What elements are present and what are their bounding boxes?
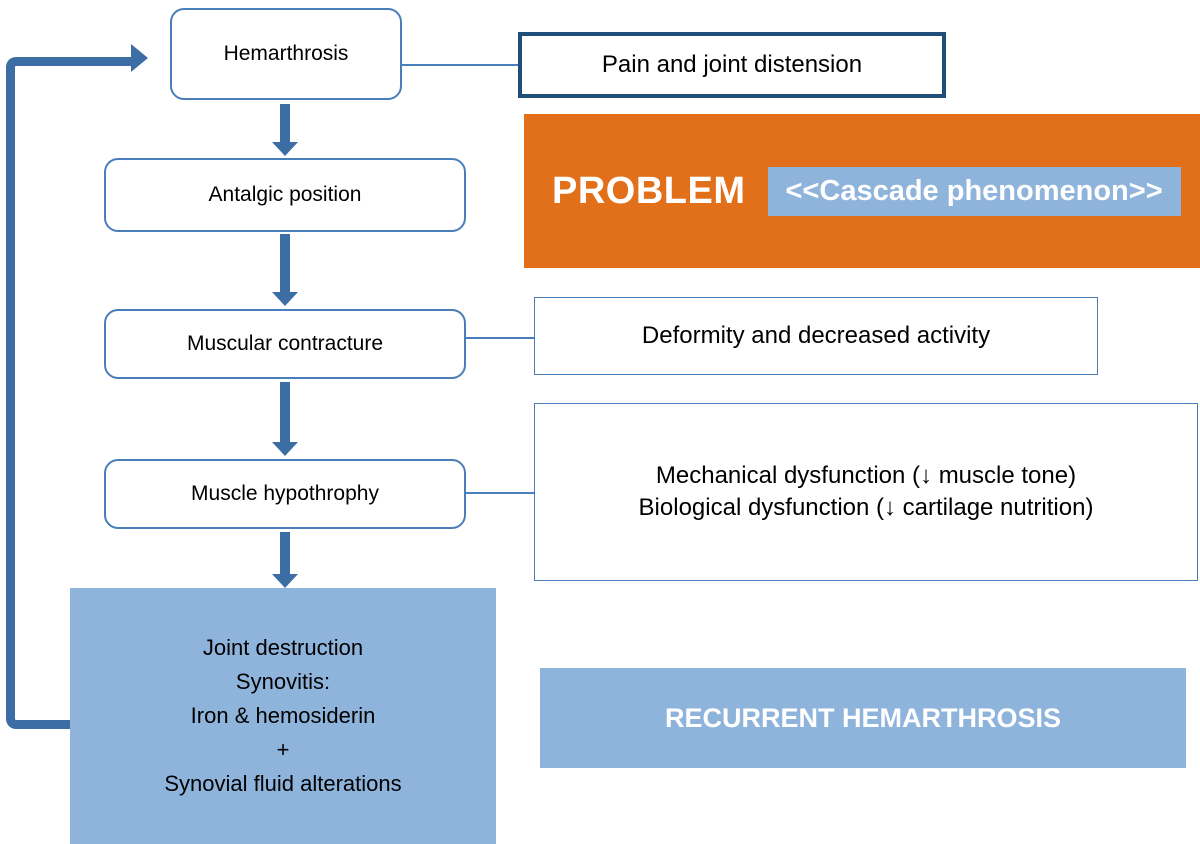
flow-box-muscle-hypothrophy-label: Muscle hypothrophy [191,482,379,506]
side-box-deformity[interactable] [534,297,1098,375]
destruction-line-3: Iron & hemosiderin [190,702,376,728]
problem-banner [524,114,1200,268]
arrow-antalgic-to-contracture [272,234,298,306]
flow-box-antalgic-position[interactable] [104,158,466,232]
flow-box-muscular-contracture-label: Muscular contracture [186,332,384,356]
connector-contracture-to-deformity [466,337,534,339]
joint-destruction-panel [70,588,496,844]
flow-box-hemarthrosis[interactable] [170,8,402,100]
side-box-dysfunction-line-2: Biological dysfunction (↓ cartilage nutrition) [638,494,1094,521]
side-box-pain-label: Pain and joint distension [601,50,863,78]
cascade-phenomenon-chip: <<Cascade phenomenon>> [768,167,1181,216]
flow-box-muscular-contracture[interactable] [104,309,466,379]
destruction-line-2: Synovitis: [235,668,331,694]
feedback-loop-arrowhead [131,44,148,72]
side-box-pain-and-joint-distension[interactable] [518,32,946,98]
destruction-line-1: Joint destruction [202,634,364,660]
side-box-deformity-label: Deformity and decreased activity [641,321,991,349]
destruction-line-5: Synovial fluid alterations [164,771,402,797]
destruction-line-4: + [276,737,290,763]
connector-hemarthrosis-to-pain [402,64,520,66]
arrow-hemarthrosis-to-antalgic [272,104,298,156]
problem-banner-label: PROBLEM [552,169,746,212]
arrow-hypothrophy-to-destruction [272,532,298,588]
side-box-dysfunction[interactable] [534,403,1198,581]
flow-box-antalgic-position-label: Antalgic position [208,183,362,207]
recurrent-hemarthrosis-label: RECURRENT HEMARTHROSIS [664,702,1061,733]
recurrent-hemarthrosis-panel [540,668,1186,768]
connector-hypothrophy-to-dysfunction [466,492,534,494]
arrow-contracture-to-hypothrophy [272,382,298,456]
side-box-dysfunction-line-1: Mechanical dysfunction (↓ muscle tone) [655,461,1077,489]
flow-box-muscle-hypothrophy[interactable] [104,459,466,529]
flow-box-hemarthrosis-label: Hemarthrosis [223,42,349,66]
